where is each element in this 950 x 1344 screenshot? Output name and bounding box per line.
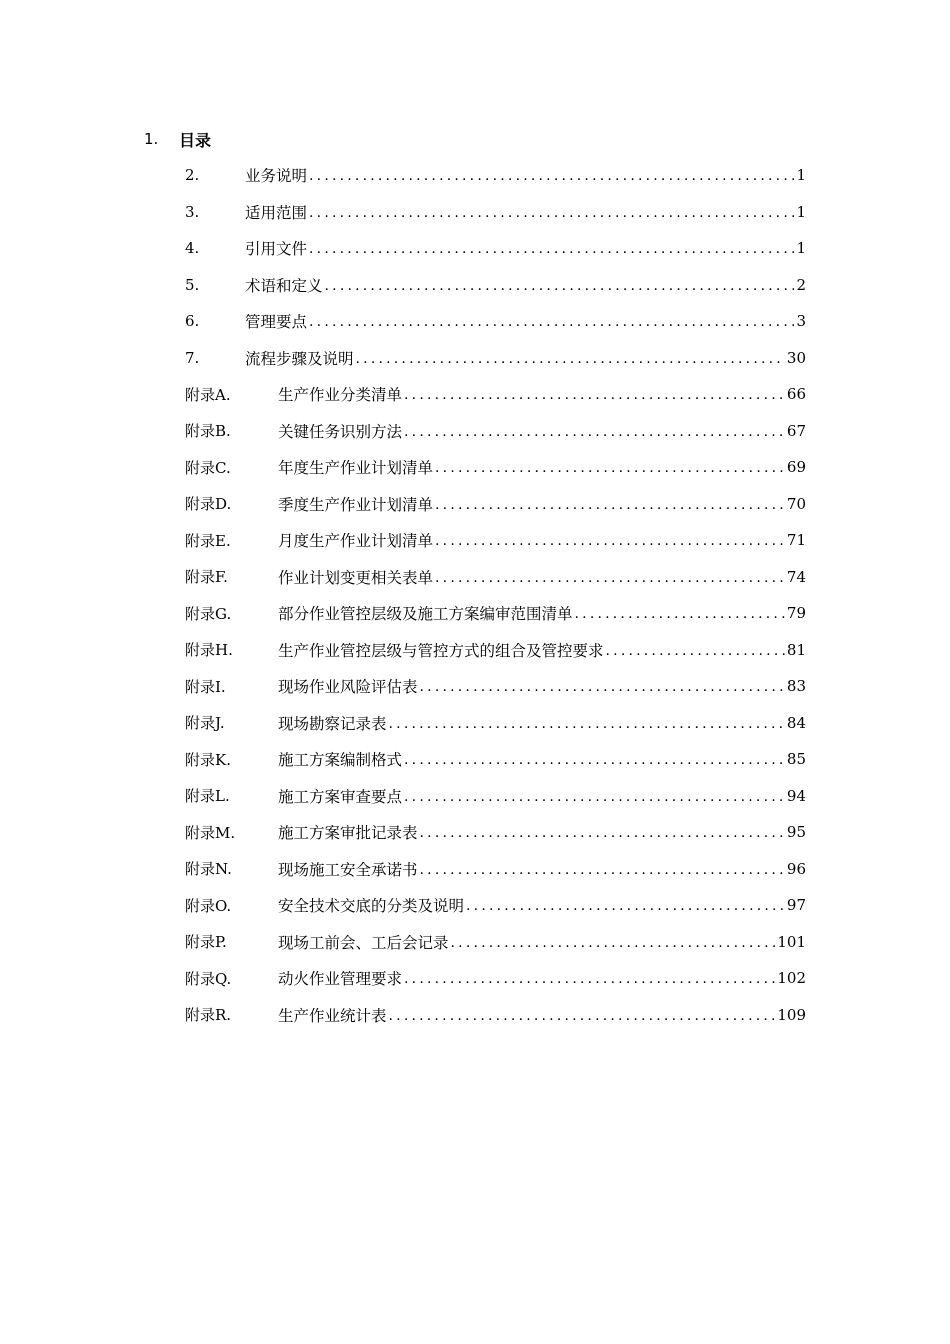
toc-entry-page-number: 84	[786, 713, 806, 732]
toc-dot-leader	[325, 278, 795, 294]
toc-entry[interactable]	[185, 778, 806, 815]
toc-entry[interactable]	[185, 595, 806, 632]
toc-entry-title: 引用文件	[245, 240, 308, 259]
toc-entry[interactable]	[185, 705, 806, 742]
toc-entry-page-number: 96	[786, 859, 806, 878]
toc-entry-number: 3.	[185, 202, 200, 221]
toc-entry[interactable]	[185, 741, 806, 778]
toc-entry-title: 业务说明	[245, 167, 308, 186]
toc-entry-number: 附录L.	[185, 787, 230, 806]
toc-entry-page-number: 67	[786, 421, 806, 440]
toc-entry-title: 部分作业管控层级及施工方案编审范围清单	[278, 605, 573, 624]
toc-entry-title: 月度生产作业计划清单	[278, 532, 434, 551]
toc-entry-title: 生产作业管控层级与管控方式的组合及管控要求	[278, 641, 604, 660]
toc-entry-number: 附录N.	[185, 860, 232, 879]
toc-entry-title: 术语和定义	[245, 276, 323, 295]
toc-entry-title: 施工方案编制格式	[278, 751, 403, 770]
toc-dot-leader	[420, 862, 785, 878]
toc-entry-page-number: 71	[786, 531, 806, 550]
toc-entry-title: 流程步骤及说明	[245, 349, 354, 368]
toc-entry-title: 施工方案审查要点	[278, 787, 403, 806]
toc-entry-number: 6.	[185, 312, 200, 331]
toc-entry[interactable]	[185, 267, 806, 304]
toc-dot-leader	[309, 205, 794, 221]
toc-entry-title: 现场施工安全承诺书	[278, 860, 418, 879]
toc-entry-page-number: 83	[786, 677, 806, 696]
toc-entry-number: 附录Q.	[185, 969, 232, 988]
toc-entry[interactable]	[185, 157, 806, 194]
toc-entry-page-number: 97	[786, 896, 806, 915]
toc-entry-page-number: 102	[777, 969, 806, 988]
toc-entry[interactable]	[185, 668, 806, 705]
toc-heading	[144, 126, 211, 152]
toc-dot-leader	[435, 460, 785, 476]
toc-dot-leader	[389, 716, 785, 732]
toc-entry-number: 附录K.	[185, 750, 231, 769]
toc-entry-page-number: 85	[786, 750, 806, 769]
toc-entry-page-number: 101	[777, 932, 806, 951]
toc-entry-page-number: 70	[786, 494, 806, 513]
toc-list	[185, 157, 806, 1033]
toc-entry-number: 附录I.	[185, 677, 226, 696]
toc-entry-number: 附录D.	[185, 495, 232, 514]
toc-dot-leader	[420, 679, 785, 695]
toc-entry-title: 管理要点	[245, 313, 308, 332]
toc-entry-number: 附录G.	[185, 604, 232, 623]
toc-entry-number: 附录J.	[185, 714, 225, 733]
toc-entry-number: 附录O.	[185, 896, 232, 915]
toc-entry-page-number: 109	[777, 1005, 806, 1024]
toc-entry-page-number: 95	[786, 823, 806, 842]
toc-entry-number: 附录F.	[185, 568, 228, 587]
toc-dot-leader	[466, 898, 785, 914]
toc-entry-page-number: 74	[786, 567, 806, 586]
toc-entry-title: 现场勘察记录表	[278, 714, 387, 733]
toc-entry-title: 施工方案审批记录表	[278, 824, 418, 843]
toc-entry-page-number: 1	[796, 166, 806, 185]
toc-dot-leader	[389, 1008, 776, 1024]
toc-entry-title: 适用范围	[245, 203, 308, 222]
toc-dot-leader	[404, 424, 785, 440]
toc-dot-leader	[435, 533, 785, 549]
toc-dot-leader	[435, 497, 785, 513]
toc-entry-title: 安全技术交底的分类及说明	[278, 897, 465, 916]
toc-entry[interactable]	[185, 303, 806, 340]
toc-dot-leader	[404, 789, 785, 805]
toc-entry[interactable]	[185, 814, 806, 851]
toc-dot-leader	[451, 935, 776, 951]
toc-entry-number: 附录H.	[185, 641, 233, 660]
toc-entry-page-number: 1	[796, 239, 806, 258]
toc-entry[interactable]	[185, 486, 806, 523]
toc-dot-leader	[575, 606, 785, 622]
toc-entry-number: 附录M.	[185, 823, 236, 842]
toc-entry-title: 作业计划变更相关表单	[278, 568, 434, 587]
toc-entry-number: 附录C.	[185, 458, 231, 477]
toc-entry[interactable]	[185, 887, 806, 924]
toc-entry-page-number: 79	[786, 604, 806, 623]
toc-entry-title: 生产作业统计表	[278, 1006, 387, 1025]
toc-heading-number: 1.	[144, 130, 159, 148]
toc-entry-title: 年度生产作业计划清单	[278, 459, 434, 478]
toc-entry[interactable]	[185, 522, 806, 559]
toc-entry-page-number: 3	[796, 312, 806, 331]
toc-dot-leader	[356, 351, 785, 367]
toc-entry-page-number: 2	[796, 275, 806, 294]
toc-dot-leader	[309, 314, 794, 330]
toc-entry-number: 附录E.	[185, 531, 231, 550]
toc-heading-title: 目录	[179, 130, 212, 150]
toc-entry[interactable]	[185, 194, 806, 231]
toc-entry-title: 动火作业管理要求	[278, 970, 403, 989]
toc-entry-number: 7.	[185, 348, 200, 367]
toc-dot-leader	[404, 752, 785, 768]
toc-dot-leader	[309, 241, 794, 257]
toc-entry-page-number: 66	[786, 385, 806, 404]
toc-entry-number: 4.	[185, 239, 200, 258]
toc-entry-title: 现场工前会、工后会记录	[278, 933, 449, 952]
toc-entry-page-number: 94	[786, 786, 806, 805]
toc-dot-leader	[404, 971, 775, 987]
toc-entry[interactable]	[185, 413, 806, 450]
toc-entry[interactable]	[185, 997, 806, 1034]
toc-entry-number: 5.	[185, 275, 200, 294]
toc-entry-number: 附录P.	[185, 933, 227, 952]
toc-entry[interactable]	[185, 632, 806, 669]
toc-dot-leader	[420, 825, 785, 841]
toc-entry-title: 现场作业风险评估表	[278, 678, 418, 697]
toc-entry-page-number: 1	[796, 202, 806, 221]
toc-entry-page-number: 69	[786, 458, 806, 477]
toc-entry[interactable]	[185, 376, 806, 413]
toc-dot-leader	[435, 570, 785, 586]
toc-entry-title: 生产作业分类清单	[278, 386, 403, 405]
toc-dot-leader	[606, 643, 785, 659]
toc-dot-leader	[309, 168, 794, 184]
toc-entry-number: 2.	[185, 166, 200, 185]
toc-entry[interactable]	[185, 960, 806, 997]
toc-entry-title: 季度生产作业计划清单	[278, 495, 434, 514]
toc-entry-page-number: 81	[786, 640, 806, 659]
toc-entry-number: 附录B.	[185, 422, 231, 441]
toc-entry[interactable]	[185, 924, 806, 961]
toc-entry[interactable]	[185, 559, 806, 596]
toc-entry[interactable]	[185, 851, 806, 888]
toc-entry[interactable]	[185, 340, 806, 377]
toc-entry-number: 附录R.	[185, 1006, 232, 1025]
toc-entry-page-number: 30	[786, 348, 806, 367]
toc-entry-number: 附录A.	[185, 385, 231, 404]
toc-entry-title: 关键任务识别方法	[278, 422, 403, 441]
toc-dot-leader	[404, 387, 785, 403]
toc-entry[interactable]	[185, 230, 806, 267]
toc-entry[interactable]	[185, 449, 806, 486]
